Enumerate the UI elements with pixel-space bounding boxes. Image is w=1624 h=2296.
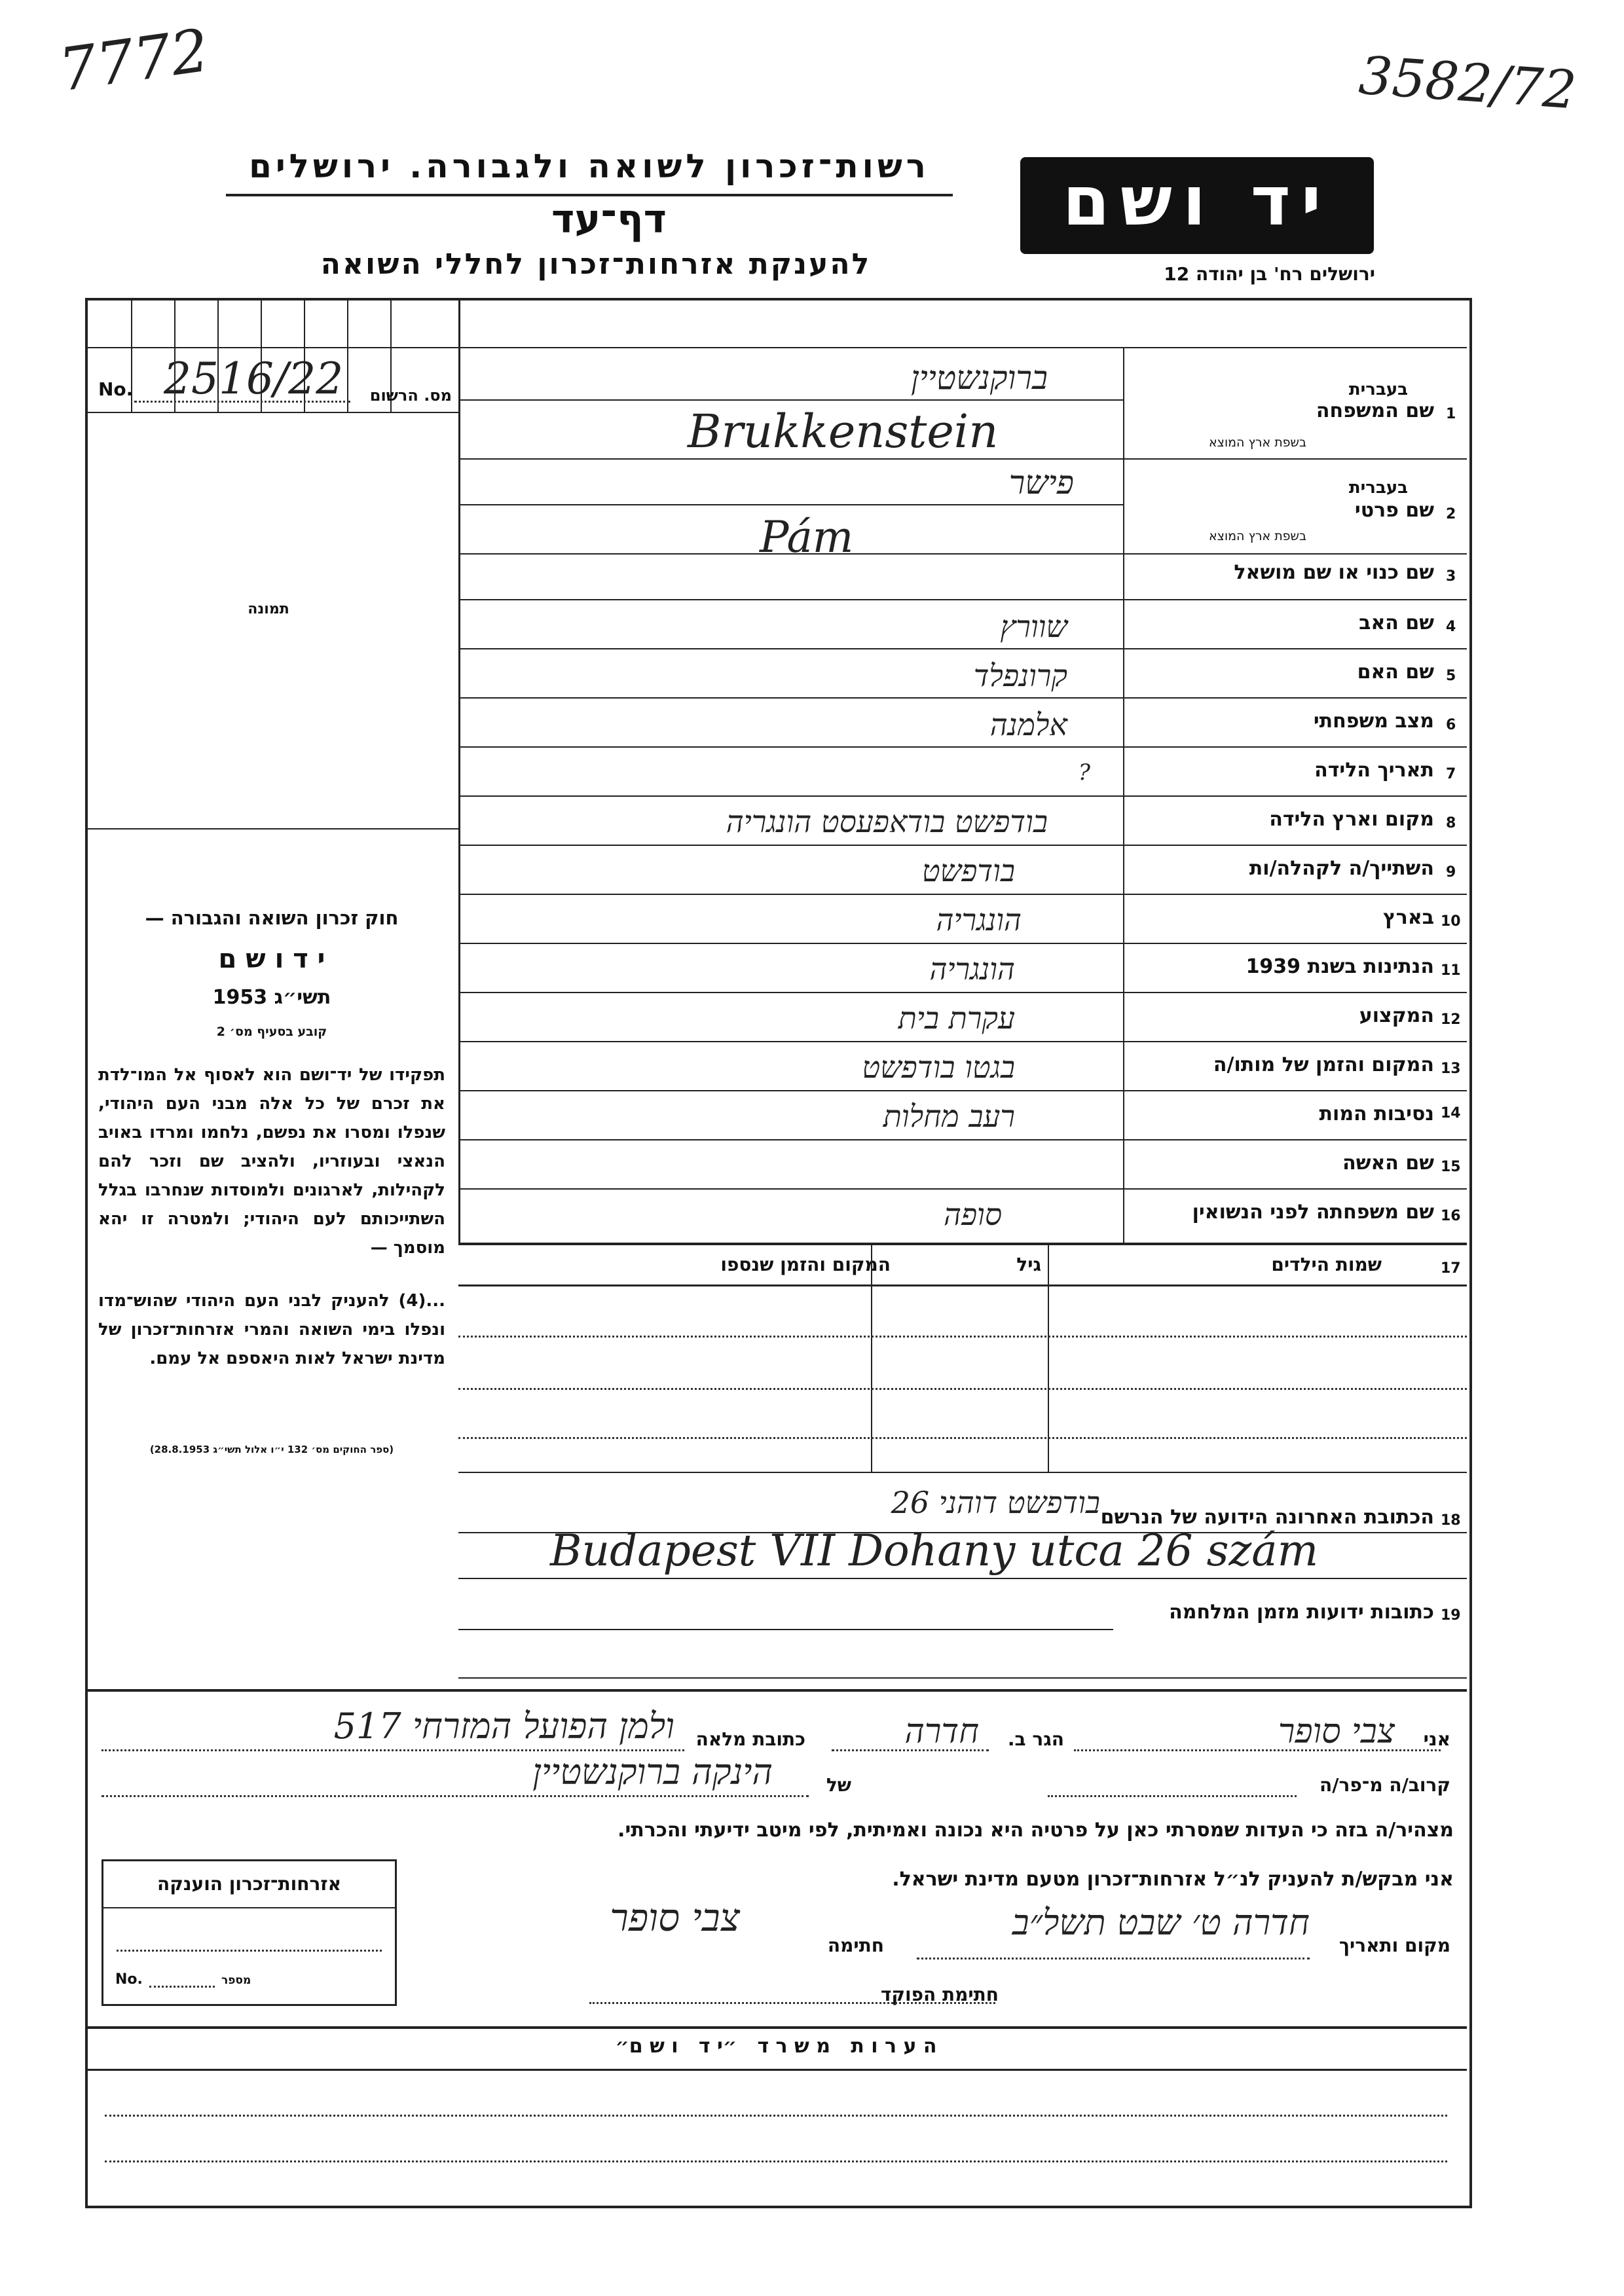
corner-mark-right: 3582/72: [1357, 45, 1579, 121]
field-4-label: שם האב: [1359, 611, 1434, 634]
law-name: י ד ו ש ם: [218, 944, 325, 974]
officer-signature-label: חתימת הפוקד: [880, 1984, 999, 2005]
field-8-num: 8: [1446, 815, 1456, 831]
citizenship-stamp-box: [101, 1859, 397, 2006]
relative-of-value: הינקה ברוקנשטיין: [532, 1751, 773, 1793]
header-address: ירושלים רח' בן יהודה 12: [1164, 263, 1375, 285]
field-12-label: המקצוע: [1359, 1004, 1434, 1027]
field-15-label: שם האשה: [1342, 1152, 1434, 1175]
declarant-name: צבי סופר: [1278, 1712, 1395, 1751]
field-1-num: 1: [1446, 406, 1456, 422]
field-12-num: 12: [1441, 1011, 1461, 1028]
registration-label: מס. הרשום: [369, 386, 452, 405]
children-col-place: המקום והזמן שנספו: [720, 1254, 891, 1275]
field-12-value: עקרת בית: [898, 1000, 1015, 1036]
field-14-num: 14: [1441, 1105, 1461, 1121]
field-11-label: הנתינות בשנת 1939: [1246, 955, 1434, 978]
field-19-num: 19: [1441, 1607, 1461, 1624]
header-title: דף־עד: [551, 196, 667, 242]
field-5-value: קרונפלד: [973, 658, 1067, 693]
registration-number: 2516/22: [164, 354, 344, 404]
stamp-no: No.: [115, 1971, 143, 1988]
field-2-value-hebrew: פישר: [1008, 464, 1074, 501]
field-3-num: 3: [1446, 568, 1456, 585]
office-notes-title: ה ע ר ו ת מ ש ר ד ״י ד ו ש ם״: [615, 2035, 937, 2058]
children-col-age: גיל: [1016, 1254, 1041, 1275]
declarant-address-label: כתובת מלאה: [695, 1728, 805, 1750]
field-4-value: שוורץ: [1000, 609, 1067, 644]
field-1-lang1: בעברית: [1348, 380, 1408, 399]
field-9-value: בודפשט: [921, 853, 1015, 888]
field-4-num: 4: [1446, 619, 1456, 635]
field-10-value: הונגריה: [936, 902, 1022, 938]
relative-of-label: של: [826, 1774, 851, 1796]
field-1-value-hebrew: ברוקנשטיין: [910, 359, 1048, 397]
field-14-label: נסיבות המות: [1319, 1102, 1434, 1125]
declarant-resides-label: הגר ב.: [1007, 1728, 1064, 1750]
field-2-value-latin: Pám: [760, 512, 854, 562]
place-date-value: חדרה ט׳ שבט תשל״ב: [1012, 1902, 1310, 1943]
registration-no-label: No.: [98, 378, 134, 400]
field-7-value: ?: [1078, 759, 1090, 786]
field-8-value: בודפשט בודאפעסט הונגריה: [726, 804, 1048, 839]
declarant-ani: אני: [1423, 1728, 1450, 1750]
header-subtitle: להענקת אזרחות־זכרון לחללי השואה: [320, 247, 872, 281]
stamp-title: אזרחות־זכרון הוענקה: [157, 1873, 341, 1895]
relative-label: קרוב/ה מ־פר/ה: [1320, 1774, 1450, 1796]
field-6-value: אלמנה: [989, 707, 1067, 742]
children-num: 17: [1441, 1260, 1461, 1277]
field-6-num: 6: [1446, 717, 1456, 733]
field-13-value: בגטו בודפשט: [862, 1049, 1015, 1085]
field-1-lang2: בשפת ארץ המוצא: [1208, 435, 1306, 450]
field-9-num: 9: [1446, 864, 1456, 881]
field-7-num: 7: [1446, 766, 1456, 782]
field-10-num: 10: [1441, 913, 1461, 930]
field-2-lang2: בשפת ארץ המוצא: [1208, 529, 1306, 543]
field-16-value: סופה: [944, 1197, 1002, 1232]
declarant-city: חדרה: [904, 1712, 979, 1751]
field-3-label: שם כנוי או שם מושאל: [1234, 561, 1434, 584]
field-19-label: כתובות ידועות מזמן המלחמה: [1169, 1601, 1434, 1624]
stamp-mispar: מספר: [221, 1974, 251, 1987]
field-8-label: מקום וארץ הלידה: [1269, 808, 1434, 831]
yad-vashem-logo: יד ושם: [1020, 157, 1374, 254]
field-10-label: בארץ: [1382, 906, 1434, 929]
field-16-num: 16: [1441, 1208, 1461, 1224]
declaration-statement: מצהיר/ה בזה כי העדות שמסרתי כאן על פרטיה היא נכונה ואמיתית, לפי מיטב ידיעתי והכרתי.: [618, 1819, 1454, 1842]
children-col-names: שמות הילדים: [1271, 1254, 1382, 1275]
field-5-num: 5: [1446, 668, 1456, 684]
field-14-value: רעב מחלות: [883, 1099, 1015, 1134]
field-15-num: 15: [1441, 1159, 1461, 1175]
field-6-label: מצב משפחתי: [1313, 710, 1434, 733]
place-date-label: מקום ותאריך: [1338, 1935, 1450, 1956]
signature-value: צבי סופר: [610, 1895, 740, 1940]
law-year: תשי״ג 1953: [212, 986, 331, 1009]
law-paragraph-2: ...(4) להעניק לבני העם היהודי שהוש־מדו ונפלו בימי השואה והמרי אזרחות־זכרון של מדינת ישראל לאות היאספם אל עמם.: [98, 1291, 445, 1368]
law-title: חוק זכרון השואה והגבורה —: [145, 907, 399, 929]
corner-mark-left: 7772: [54, 16, 213, 105]
field-18-value-latin: Budapest VII Dohany utca 26 szám: [550, 1525, 1319, 1576]
field-18-value-hebrew: בודפשט דוהני 26: [891, 1485, 1100, 1520]
field-16-label: שם משפחתה לפני הנשואין: [1192, 1201, 1434, 1224]
field-1-label: שם המשפחה: [1316, 399, 1434, 422]
field-18-label: הכתובת האחרונה הידועה של הנרשם: [1100, 1506, 1434, 1529]
field-11-num: 11: [1441, 962, 1461, 979]
header-org: רשות־זכרון לשואה ולגבורה. ירושלים: [249, 147, 930, 185]
field-18-num: 18: [1441, 1512, 1461, 1529]
field-2-num: 2: [1446, 506, 1456, 522]
declaration-request: אני מבקש/ת להעניק לנ״ל אזרחות־זכרון מטעם מדינת ישראל.: [892, 1868, 1454, 1891]
field-5-label: שם האם: [1357, 661, 1434, 683]
signature-label: חתימה: [827, 1935, 884, 1956]
field-2-label: שם פרטי: [1354, 499, 1434, 522]
field-7-label: תאריך הלידה: [1314, 759, 1434, 782]
field-1-value-latin: Brukkenstein: [688, 405, 999, 458]
law-paragraph-1: תפקידו של יד־ושם הוא לאסוף אל המו־לדת את זכרם של כל אלה מבני העם היהודי, שנפלו ומסרו את נפשם, נלחמו ומרדו באויב הנאצי ובעוזריו, ולהציב שם וזכר להם לקהילות, לארגונים ולמוסדות שנחרבו בגלל השתייכותם לעם היהודי; ולמטרה זו יהא מוסמך —: [98, 1065, 445, 1258]
field-13-num: 13: [1441, 1061, 1461, 1077]
law-source: (ספר החוקים מס׳ 132 י״ו אלול תשי״ג 28.8.1953): [149, 1444, 394, 1455]
declarant-address: ולמן הפועל המזרחי 517: [333, 1705, 674, 1747]
field-9-label: השתייך/ה לקהלה/ות: [1249, 857, 1434, 880]
field-11-value: הונגריה: [929, 951, 1015, 987]
field-2-lang1: בעברית: [1348, 478, 1408, 498]
field-13-label: המקום והזמן של מותו/ה: [1213, 1053, 1434, 1076]
photo-label: תמונה: [248, 601, 289, 617]
law-clause: קובע בסעיף מס׳ 2: [216, 1025, 327, 1039]
